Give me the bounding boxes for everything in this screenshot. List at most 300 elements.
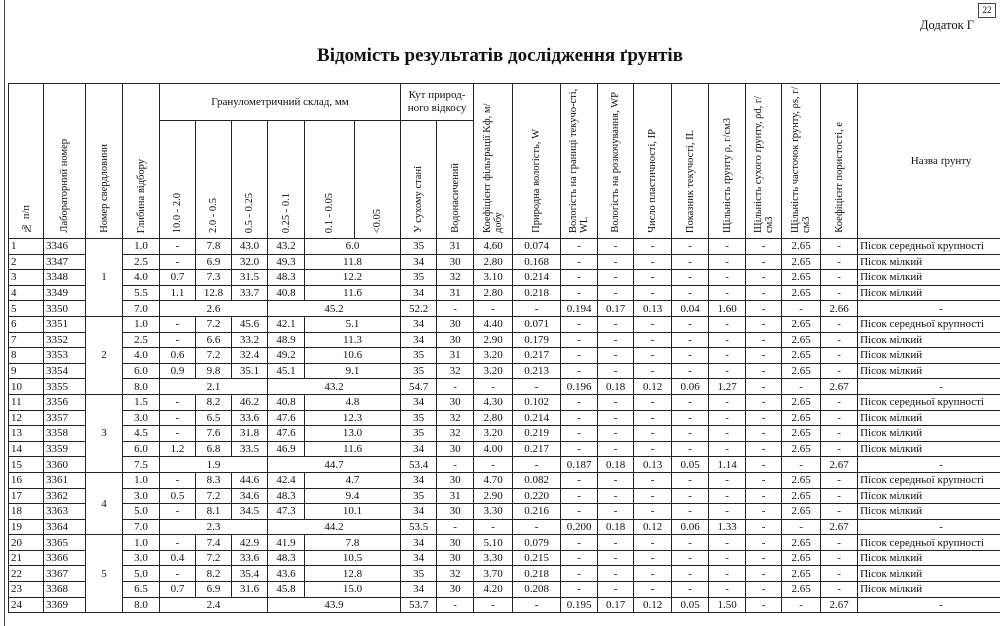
cell-gran-2-05: 7.6 — [196, 426, 232, 442]
table-row — [9, 519, 1000, 535]
table-cell: 4.60 — [474, 239, 513, 255]
cell-gran-025-01: 47.6 — [268, 426, 305, 442]
cell-gran-01-silt: 6.0 — [305, 239, 401, 255]
cell-gran-10-2: - — [160, 566, 196, 582]
cell-gran-2-05: 7.2 — [196, 348, 232, 364]
table-cell: - — [634, 254, 672, 270]
cell-gran-coarse: 2.4 — [160, 597, 268, 613]
table-cell: 30 — [437, 504, 474, 520]
table-cell: - — [561, 332, 598, 348]
cell-gran-05-025: 44.6 — [232, 472, 268, 488]
table-cell: - — [672, 550, 709, 566]
table-cell: - — [746, 410, 782, 426]
cell-gran-025-01: 46.9 — [268, 441, 305, 457]
cell-number: 10 — [9, 379, 44, 395]
cell-gran-10-2: - — [160, 535, 196, 551]
table-cell: - — [782, 457, 821, 473]
cell-well-number: 3 — [86, 394, 123, 472]
header-a1: У сухому стані — [401, 121, 437, 239]
table-cell: - — [709, 394, 746, 410]
table-cell: 2.67 — [821, 519, 858, 535]
table-cell: - — [709, 410, 746, 426]
cell-gran-025-01: 45.8 — [268, 582, 305, 598]
table-cell: - — [598, 394, 634, 410]
table-cell: - — [561, 504, 598, 520]
table-row — [9, 348, 1000, 364]
table-cell: - — [634, 239, 672, 255]
table-cell: - — [709, 504, 746, 520]
table-cell: 4.70 — [474, 472, 513, 488]
table-cell: 1.27 — [709, 379, 746, 395]
table-cell: 0.216 — [513, 504, 561, 520]
cell-gran-01-silt: 12.8 — [305, 566, 401, 582]
table-cell: 32 — [437, 270, 474, 286]
table-cell: - — [858, 519, 1000, 535]
table-cell: 0.12 — [634, 519, 672, 535]
cell-gran-fine: 44.2 — [268, 519, 401, 535]
cell-depth: 6.5 — [123, 582, 160, 598]
cell-gran-10-2: - — [160, 426, 196, 442]
table-cell: - — [598, 566, 634, 582]
table-cell: - — [672, 363, 709, 379]
table-cell: 4.00 — [474, 441, 513, 457]
table-cell: - — [821, 348, 858, 364]
cell-gran-10-2: - — [160, 394, 196, 410]
table-cell: 34 — [401, 316, 437, 332]
table-cell: - — [634, 363, 672, 379]
table-cell: 35 — [401, 348, 437, 364]
cell-gran-coarse: 2.1 — [160, 379, 268, 395]
table-cell: - — [437, 379, 474, 395]
cell-gran-025-01: 45.1 — [268, 363, 305, 379]
table-cell: 2.65 — [782, 270, 821, 286]
cell-lab-number: 3349 — [44, 285, 86, 301]
cell-gran-025-01: 48.3 — [268, 270, 305, 286]
table-cell: 0.214 — [513, 270, 561, 286]
cell-soil-name: Пісок середньої крупності — [858, 239, 1000, 255]
cell-depth: 7.0 — [123, 301, 160, 317]
cell-depth: 3.0 — [123, 550, 160, 566]
table-cell: 4.30 — [474, 394, 513, 410]
cell-soil-name: Пісок мілкий — [858, 363, 1000, 379]
cell-lab-number: 3352 — [44, 332, 86, 348]
table-cell: - — [672, 332, 709, 348]
cell-lab-number: 3359 — [44, 441, 86, 457]
header-row-1 — [9, 84, 1000, 121]
page-title: Відомість результатів дослідження ґрунтів — [317, 45, 683, 66]
table-cell: - — [634, 550, 672, 566]
cell-gran-2-05: 7.3 — [196, 270, 232, 286]
table-cell: 30 — [437, 332, 474, 348]
table-cell: 35 — [401, 363, 437, 379]
table-row — [9, 316, 1000, 332]
header-il: Показник текучості, IL — [672, 84, 709, 239]
table-cell: - — [709, 254, 746, 270]
table-cell: 34 — [401, 535, 437, 551]
table-cell: 3.20 — [474, 348, 513, 364]
table-cell: 0.13 — [634, 457, 672, 473]
cell-number: 14 — [9, 441, 44, 457]
table-cell: 0.195 — [561, 597, 598, 613]
cell-lab-number: 3346 — [44, 239, 86, 255]
table-cell: 4.20 — [474, 582, 513, 598]
cell-lab-number: 3355 — [44, 379, 86, 395]
header-g3: 0.5 - 0.25 — [232, 121, 268, 239]
table-cell: - — [561, 394, 598, 410]
table-cell: 34 — [401, 441, 437, 457]
cell-soil-name: Пісок середньої крупності — [858, 472, 1000, 488]
table-row — [9, 441, 1000, 457]
table-cell: - — [561, 535, 598, 551]
table-cell: 0.074 — [513, 239, 561, 255]
table-cell: 0.06 — [672, 379, 709, 395]
table-cell: 32 — [437, 426, 474, 442]
header-ip: Число пластичності, IP — [634, 84, 672, 239]
cell-number: 13 — [9, 426, 44, 442]
table-cell: 0.18 — [598, 379, 634, 395]
table-cell: 32 — [437, 566, 474, 582]
table-cell: 2.66 — [821, 301, 858, 317]
table-cell: 2.65 — [782, 582, 821, 598]
table-cell: - — [634, 410, 672, 426]
cell-gran-05-025: 34.6 — [232, 488, 268, 504]
table-cell: - — [709, 285, 746, 301]
table-row — [9, 270, 1000, 286]
cell-lab-number: 3350 — [44, 301, 86, 317]
table-cell: - — [634, 426, 672, 442]
cell-soil-name: Пісок мілкий — [858, 566, 1000, 582]
soil-results-table — [8, 83, 1000, 613]
cell-depth: 3.0 — [123, 488, 160, 504]
cell-soil-name: Пісок мілкий — [858, 582, 1000, 598]
table-cell: 34 — [401, 550, 437, 566]
table-cell: - — [598, 410, 634, 426]
header-e: Коефіцієнт пористості, e — [821, 84, 858, 239]
table-cell: 3.20 — [474, 426, 513, 442]
table-cell: - — [598, 239, 634, 255]
table-cell: 0.168 — [513, 254, 561, 270]
cell-gran-2-05: 8.2 — [196, 566, 232, 582]
table-row — [9, 472, 1000, 488]
table-cell: 0.194 — [561, 301, 598, 317]
table-cell: - — [782, 379, 821, 395]
table-cell: - — [709, 348, 746, 364]
cell-gran-025-01: 48.9 — [268, 332, 305, 348]
cell-gran-05-025: 43.0 — [232, 239, 268, 255]
table-cell: - — [598, 270, 634, 286]
table-cell: - — [474, 597, 513, 613]
cell-gran-2-05: 7.2 — [196, 316, 232, 332]
table-cell: - — [746, 301, 782, 317]
cell-gran-05-025: 35.1 — [232, 363, 268, 379]
table-cell: 0.06 — [672, 519, 709, 535]
table-cell: 2.67 — [821, 457, 858, 473]
table-cell: - — [746, 457, 782, 473]
table-cell: 2.67 — [821, 597, 858, 613]
table-cell: - — [746, 270, 782, 286]
cell-depth: 4.0 — [123, 270, 160, 286]
cell-gran-01-silt: 5.1 — [305, 316, 401, 332]
cell-gran-025-01: 47.6 — [268, 410, 305, 426]
table-cell: 31 — [437, 348, 474, 364]
cell-gran-10-2: - — [160, 410, 196, 426]
table-cell: - — [746, 488, 782, 504]
cell-depth: 8.0 — [123, 379, 160, 395]
table-cell: 2.65 — [782, 441, 821, 457]
header-g6: <0.05 — [355, 121, 401, 239]
table-cell: - — [634, 348, 672, 364]
cell-gran-01-silt: 4.8 — [305, 394, 401, 410]
table-cell: - — [746, 426, 782, 442]
table-cell: 0.05 — [672, 457, 709, 473]
cell-gran-fine: 44.7 — [268, 457, 401, 473]
table-cell: - — [746, 582, 782, 598]
table-cell: - — [746, 597, 782, 613]
table-cell: - — [561, 472, 598, 488]
table-cell: - — [709, 270, 746, 286]
cell-lab-number: 3364 — [44, 519, 86, 535]
table-cell: - — [598, 550, 634, 566]
cell-gran-10-2: - — [160, 239, 196, 255]
table-row — [9, 488, 1000, 504]
cell-depth: 7.5 — [123, 457, 160, 473]
cell-gran-01-silt: 10.1 — [305, 504, 401, 520]
table-cell: - — [746, 239, 782, 255]
table-cell: - — [561, 566, 598, 582]
table-cell: - — [821, 285, 858, 301]
table-cell: - — [561, 285, 598, 301]
table-cell: 2.65 — [782, 285, 821, 301]
cell-number: 24 — [9, 597, 44, 613]
table-cell: - — [437, 457, 474, 473]
table-cell: - — [746, 379, 782, 395]
cell-depth: 1.0 — [123, 472, 160, 488]
table-cell: - — [672, 472, 709, 488]
cell-gran-05-025: 33.2 — [232, 332, 268, 348]
page-number: 22 — [978, 3, 996, 18]
table-cell: - — [634, 582, 672, 598]
cell-gran-10-2: 1.1 — [160, 285, 196, 301]
table-cell: - — [709, 332, 746, 348]
table-cell: - — [634, 316, 672, 332]
table-cell: 35 — [401, 410, 437, 426]
cell-gran-10-2: - — [160, 254, 196, 270]
cell-number: 5 — [9, 301, 44, 317]
cell-gran-025-01: 49.2 — [268, 348, 305, 364]
page-left-edge — [4, 0, 5, 626]
cell-gran-025-01: 49.3 — [268, 254, 305, 270]
cell-depth: 2.5 — [123, 332, 160, 348]
table-cell: 1.14 — [709, 457, 746, 473]
table-cell: - — [858, 457, 1000, 473]
table-cell: - — [709, 316, 746, 332]
table-row — [9, 535, 1000, 551]
table-cell: 2.65 — [782, 254, 821, 270]
cell-gran-01-silt: 11.6 — [305, 441, 401, 457]
cell-gran-01-silt: 15.0 — [305, 582, 401, 598]
table-cell: - — [672, 488, 709, 504]
table-cell: - — [598, 285, 634, 301]
cell-gran-01-silt: 9.4 — [305, 488, 401, 504]
table-cell: - — [746, 566, 782, 582]
cell-soil-name: Пісок середньої крупності — [858, 535, 1000, 551]
table-cell: 0.18 — [598, 519, 634, 535]
table-cell: - — [672, 566, 709, 582]
cell-gran-05-025: 33.7 — [232, 285, 268, 301]
header-g5: 0.1 - 0.05 — [305, 121, 355, 239]
table-row — [9, 254, 1000, 270]
table-cell: - — [672, 410, 709, 426]
table-cell: - — [746, 285, 782, 301]
cell-gran-coarse: 2.6 — [160, 301, 268, 317]
table-row — [9, 394, 1000, 410]
cell-gran-05-025: 46.2 — [232, 394, 268, 410]
table-cell: 30 — [437, 535, 474, 551]
cell-gran-2-05: 9.8 — [196, 363, 232, 379]
table-cell: - — [598, 348, 634, 364]
table-cell: - — [513, 519, 561, 535]
header-rhod: Щільність сухого ґрунту, ρd, г/см3 — [746, 84, 782, 239]
cell-depth: 7.0 — [123, 519, 160, 535]
cell-lab-number: 3354 — [44, 363, 86, 379]
table-cell: 2.65 — [782, 332, 821, 348]
table-cell: 31 — [437, 285, 474, 301]
table-cell: 34 — [401, 582, 437, 598]
table-cell: - — [858, 379, 1000, 395]
cell-gran-01-silt: 11.6 — [305, 285, 401, 301]
cell-number: 11 — [9, 394, 44, 410]
cell-soil-name: Пісок мілкий — [858, 550, 1000, 566]
cell-well-number: 4 — [86, 472, 123, 534]
table-cell: 34 — [401, 394, 437, 410]
table-cell: - — [561, 582, 598, 598]
table-cell: - — [672, 441, 709, 457]
cell-soil-name: Пісок мілкий — [858, 332, 1000, 348]
table-row — [9, 285, 1000, 301]
cell-gran-025-01: 40.8 — [268, 394, 305, 410]
table-row — [9, 550, 1000, 566]
header-lab: Лабораторний номер — [44, 84, 86, 239]
cell-gran-coarse: 2.3 — [160, 519, 268, 535]
table-cell: - — [672, 426, 709, 442]
table-cell: 0.18 — [598, 457, 634, 473]
table-cell: 3.30 — [474, 504, 513, 520]
table-cell: - — [598, 472, 634, 488]
table-row — [9, 379, 1000, 395]
table-cell: - — [821, 270, 858, 286]
cell-depth: 8.0 — [123, 597, 160, 613]
table-cell: - — [634, 535, 672, 551]
cell-gran-2-05: 8.3 — [196, 472, 232, 488]
table-cell: 0.05 — [672, 597, 709, 613]
cell-gran-025-01: 43.6 — [268, 566, 305, 582]
cell-gran-silt: 53.5 — [401, 519, 437, 535]
cell-gran-10-2: 0.6 — [160, 348, 196, 364]
table-row — [9, 504, 1000, 520]
table-cell: - — [672, 348, 709, 364]
table-cell: - — [474, 379, 513, 395]
cell-depth: 4.0 — [123, 348, 160, 364]
table-row — [9, 597, 1000, 613]
table-cell: 2.65 — [782, 394, 821, 410]
table-row — [9, 239, 1000, 255]
table-cell: - — [634, 504, 672, 520]
table-cell: - — [561, 270, 598, 286]
table-cell: - — [598, 504, 634, 520]
cell-gran-2-05: 7.4 — [196, 535, 232, 551]
table-cell: - — [821, 239, 858, 255]
table-cell: 2.65 — [782, 363, 821, 379]
cell-gran-coarse: 1.9 — [160, 457, 268, 473]
cell-soil-name: Пісок середньої крупності — [858, 394, 1000, 410]
table-cell: - — [746, 363, 782, 379]
cell-number: 15 — [9, 457, 44, 473]
cell-gran-05-025: 32.4 — [232, 348, 268, 364]
cell-gran-05-025: 31.6 — [232, 582, 268, 598]
table-cell: 5.10 — [474, 535, 513, 551]
cell-gran-2-05: 8.1 — [196, 504, 232, 520]
table-row — [9, 426, 1000, 442]
table-cell: - — [598, 582, 634, 598]
cell-number: 7 — [9, 332, 44, 348]
table-cell: 2.67 — [821, 379, 858, 395]
table-cell: - — [821, 441, 858, 457]
table-cell: 0.12 — [634, 379, 672, 395]
table-cell: - — [634, 441, 672, 457]
table-cell: 0.208 — [513, 582, 561, 598]
table-cell: 35 — [401, 270, 437, 286]
table-cell: - — [598, 254, 634, 270]
cell-gran-01-silt: 4.7 — [305, 472, 401, 488]
table-cell: 2.65 — [782, 426, 821, 442]
cell-number: 4 — [9, 285, 44, 301]
table-cell: 35 — [401, 426, 437, 442]
table-cell: - — [709, 426, 746, 442]
header-w: Природна вологість, W — [513, 84, 561, 239]
cell-gran-05-025: 34.5 — [232, 504, 268, 520]
table-row — [9, 457, 1000, 473]
table-cell: 0.219 — [513, 426, 561, 442]
table-cell: - — [821, 535, 858, 551]
cell-gran-01-silt: 12.2 — [305, 270, 401, 286]
table-cell: 34 — [401, 285, 437, 301]
table-row — [9, 363, 1000, 379]
table-cell: 34 — [401, 254, 437, 270]
cell-gran-025-01: 48.3 — [268, 550, 305, 566]
cell-gran-fine: 43.9 — [268, 597, 401, 613]
table-cell: - — [474, 519, 513, 535]
table-cell: - — [634, 332, 672, 348]
cell-number: 17 — [9, 488, 44, 504]
cell-gran-025-01: 40.8 — [268, 285, 305, 301]
table-cell: - — [672, 316, 709, 332]
table-cell: - — [561, 254, 598, 270]
header-rhos: Щільність часточок ґрунту, ρs, г/см3 — [782, 84, 821, 239]
table-cell: - — [746, 441, 782, 457]
table-cell: 2.65 — [782, 488, 821, 504]
cell-gran-10-2: 0.4 — [160, 550, 196, 566]
cell-depth: 5.0 — [123, 566, 160, 582]
table-cell: - — [821, 550, 858, 566]
table-cell: 35 — [401, 488, 437, 504]
cell-gran-2-05: 6.6 — [196, 332, 232, 348]
header-g4: 0.25 - 0.1 — [268, 121, 305, 239]
table-cell: - — [513, 379, 561, 395]
table-cell: - — [437, 597, 474, 613]
table-cell: 2.65 — [782, 535, 821, 551]
cell-number: 1 — [9, 239, 44, 255]
cell-lab-number: 3361 — [44, 472, 86, 488]
